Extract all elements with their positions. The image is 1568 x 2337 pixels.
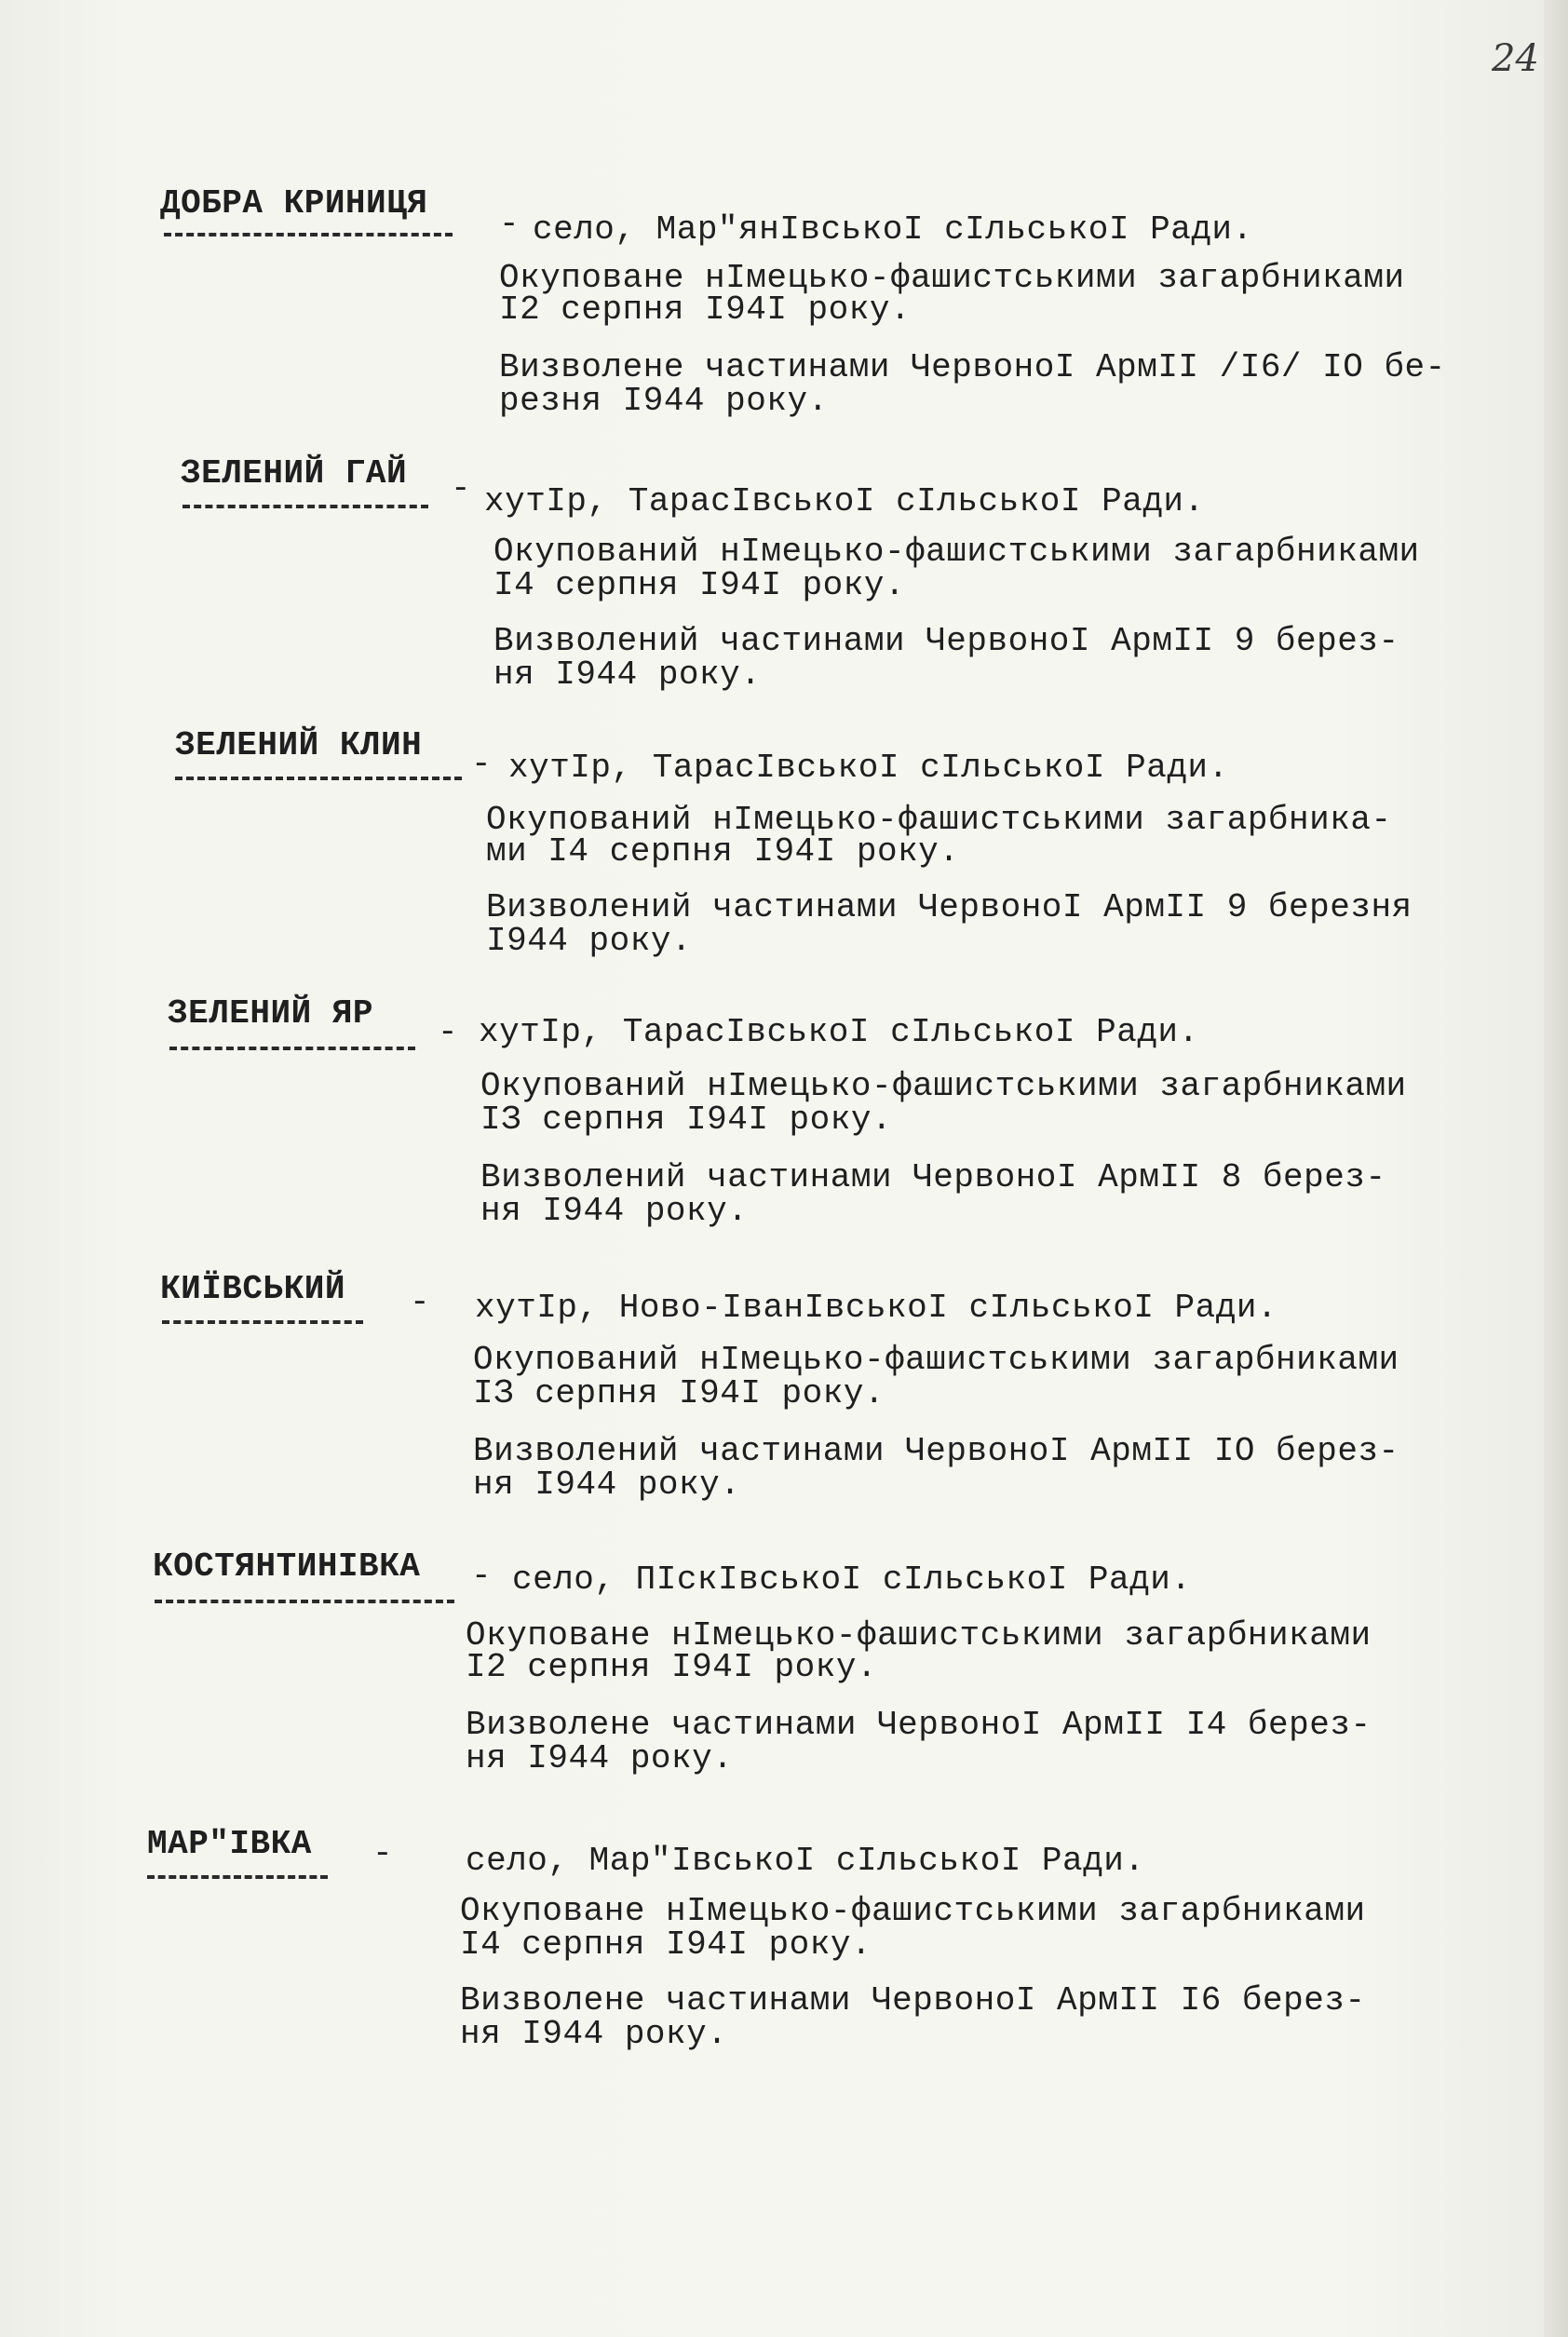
settlement-type-line: село, Мар"янІвськоІ сІльськоІ Ради.	[533, 210, 1253, 249]
occupation-line-2: І2 серпня І94І року.	[466, 1648, 878, 1686]
liberation-line-1: Визволений частинами ЧервоноІ АрмІІ 9 берез-	[493, 622, 1399, 660]
settlement-type-line: хутІр, ТарасІвськоІ сІльськоІ Ради.	[479, 1013, 1199, 1051]
settlement-name: МАР"ІВКА	[147, 1825, 312, 1863]
settlement-name: КИЇВСЬКИЙ	[160, 1270, 345, 1308]
settlement-name: ЗЕЛЕНИЙ ЯР	[168, 994, 374, 1033]
liberation-line-1: Визволене частинами ЧервоноІ АрмІІ І6 берез-	[460, 1981, 1366, 2020]
liberation-line-2: ня І944 року.	[460, 2015, 728, 2053]
name-dash: -	[438, 1013, 459, 1051]
page-edge-shadow	[1544, 0, 1568, 2337]
liberation-line-2: І944 року.	[486, 922, 693, 960]
liberation-line-1: Визволений частинами ЧервоноІ АрмІІ ІО берез-	[473, 1432, 1399, 1470]
settlement-type-line: село, Мар"ІвськоІ сІльськоІ Ради.	[466, 1842, 1145, 1880]
name-dash: -	[451, 469, 472, 507]
occupation-line-1: Окуповане нІмецько-фашистськими загарбниками	[466, 1616, 1372, 1655]
name-underline	[162, 1320, 363, 1324]
settlement-type-line: хутІр, Ново-ІванІвськоІ сІльськоІ Ради.	[475, 1289, 1278, 1327]
settlement-type-line: село, ПІскІвськоІ сІльськоІ Ради.	[512, 1560, 1192, 1599]
settlement-name: ЗЕЛЕНИЙ ГАЙ	[181, 454, 408, 493]
settlement-type-line: хутІр, ТарасІвськоІ сІльськоІ Ради.	[508, 749, 1229, 787]
occupation-line-2: І2 серпня І94І року.	[499, 290, 912, 329]
settlement-name: КОСТЯНТИНІВКА	[153, 1547, 421, 1586]
liberation-line-2: резня І944 року.	[499, 382, 829, 420]
liberation-line-1: Визволений частинами ЧервоноІ АрмІІ 9 березня	[486, 888, 1413, 926]
occupation-line-2: ІЗ серпня І94І року.	[480, 1101, 893, 1139]
liberation-line-2: ня І944 року.	[473, 1466, 741, 1504]
liberation-line-2: ня І944 року.	[493, 655, 762, 694]
settlement-name: ЗЕЛЕНИЙ КЛИН	[175, 726, 423, 764]
occupation-line-1: Окуповане нІмецько-фашистськими загарбниками	[499, 259, 1405, 297]
liberation-line-2: ня І944 року.	[480, 1192, 749, 1230]
page-number: 24	[1492, 37, 1539, 80]
occupation-line-1: Окупований нІмецько-фашистськими загарбниками	[493, 533, 1420, 571]
occupation-line-2: І4 серпня І94І року.	[493, 566, 906, 604]
name-underline	[182, 505, 428, 508]
settlement-type-line: хутІр, ТарасІвськоІ сІльськоІ Ради.	[484, 482, 1205, 520]
settlement-name: ДОБРА КРИНИЦЯ	[160, 184, 428, 223]
occupation-line-2: ми І4 серпня І94І року.	[486, 832, 960, 871]
liberation-line-1: Визволений частинами ЧервоноІ АрмІІ 8 берез-	[480, 1158, 1386, 1196]
occupation-line-1: Окупований нІмецько-фашистськими загарбника-	[486, 801, 1392, 839]
liberation-line-1: Визволене частинами ЧервоноІ АрмІІ /І6/ ІО бе-	[499, 348, 1446, 386]
occupation-line-2: ІЗ серпня І94І року.	[473, 1374, 885, 1412]
name-dash: -	[499, 205, 520, 243]
name-dash: -	[372, 1834, 394, 1872]
occupation-line-1: Окупований нІмецько-фашистськими загарбниками	[473, 1341, 1399, 1379]
name-underline	[169, 1047, 415, 1050]
name-dash: -	[410, 1283, 431, 1321]
liberation-line-1: Визволене частинами ЧервоноІ АрмІІ І4 берез-	[466, 1706, 1372, 1744]
name-underline	[147, 1875, 328, 1879]
occupation-line-1: Окуповане нІмецько-фашистськими загарбниками	[460, 1892, 1366, 1930]
name-dash: -	[471, 1557, 493, 1595]
occupation-line-2: І4 серпня І94І року.	[460, 1925, 872, 1964]
name-underline	[164, 233, 453, 236]
name-underline	[175, 777, 462, 780]
name-dash: -	[471, 745, 493, 783]
name-underline	[155, 1600, 454, 1603]
liberation-line-2: ня І944 року.	[466, 1739, 734, 1777]
occupation-line-1: Окупований нІмецько-фашистськими загарбниками	[480, 1067, 1407, 1105]
